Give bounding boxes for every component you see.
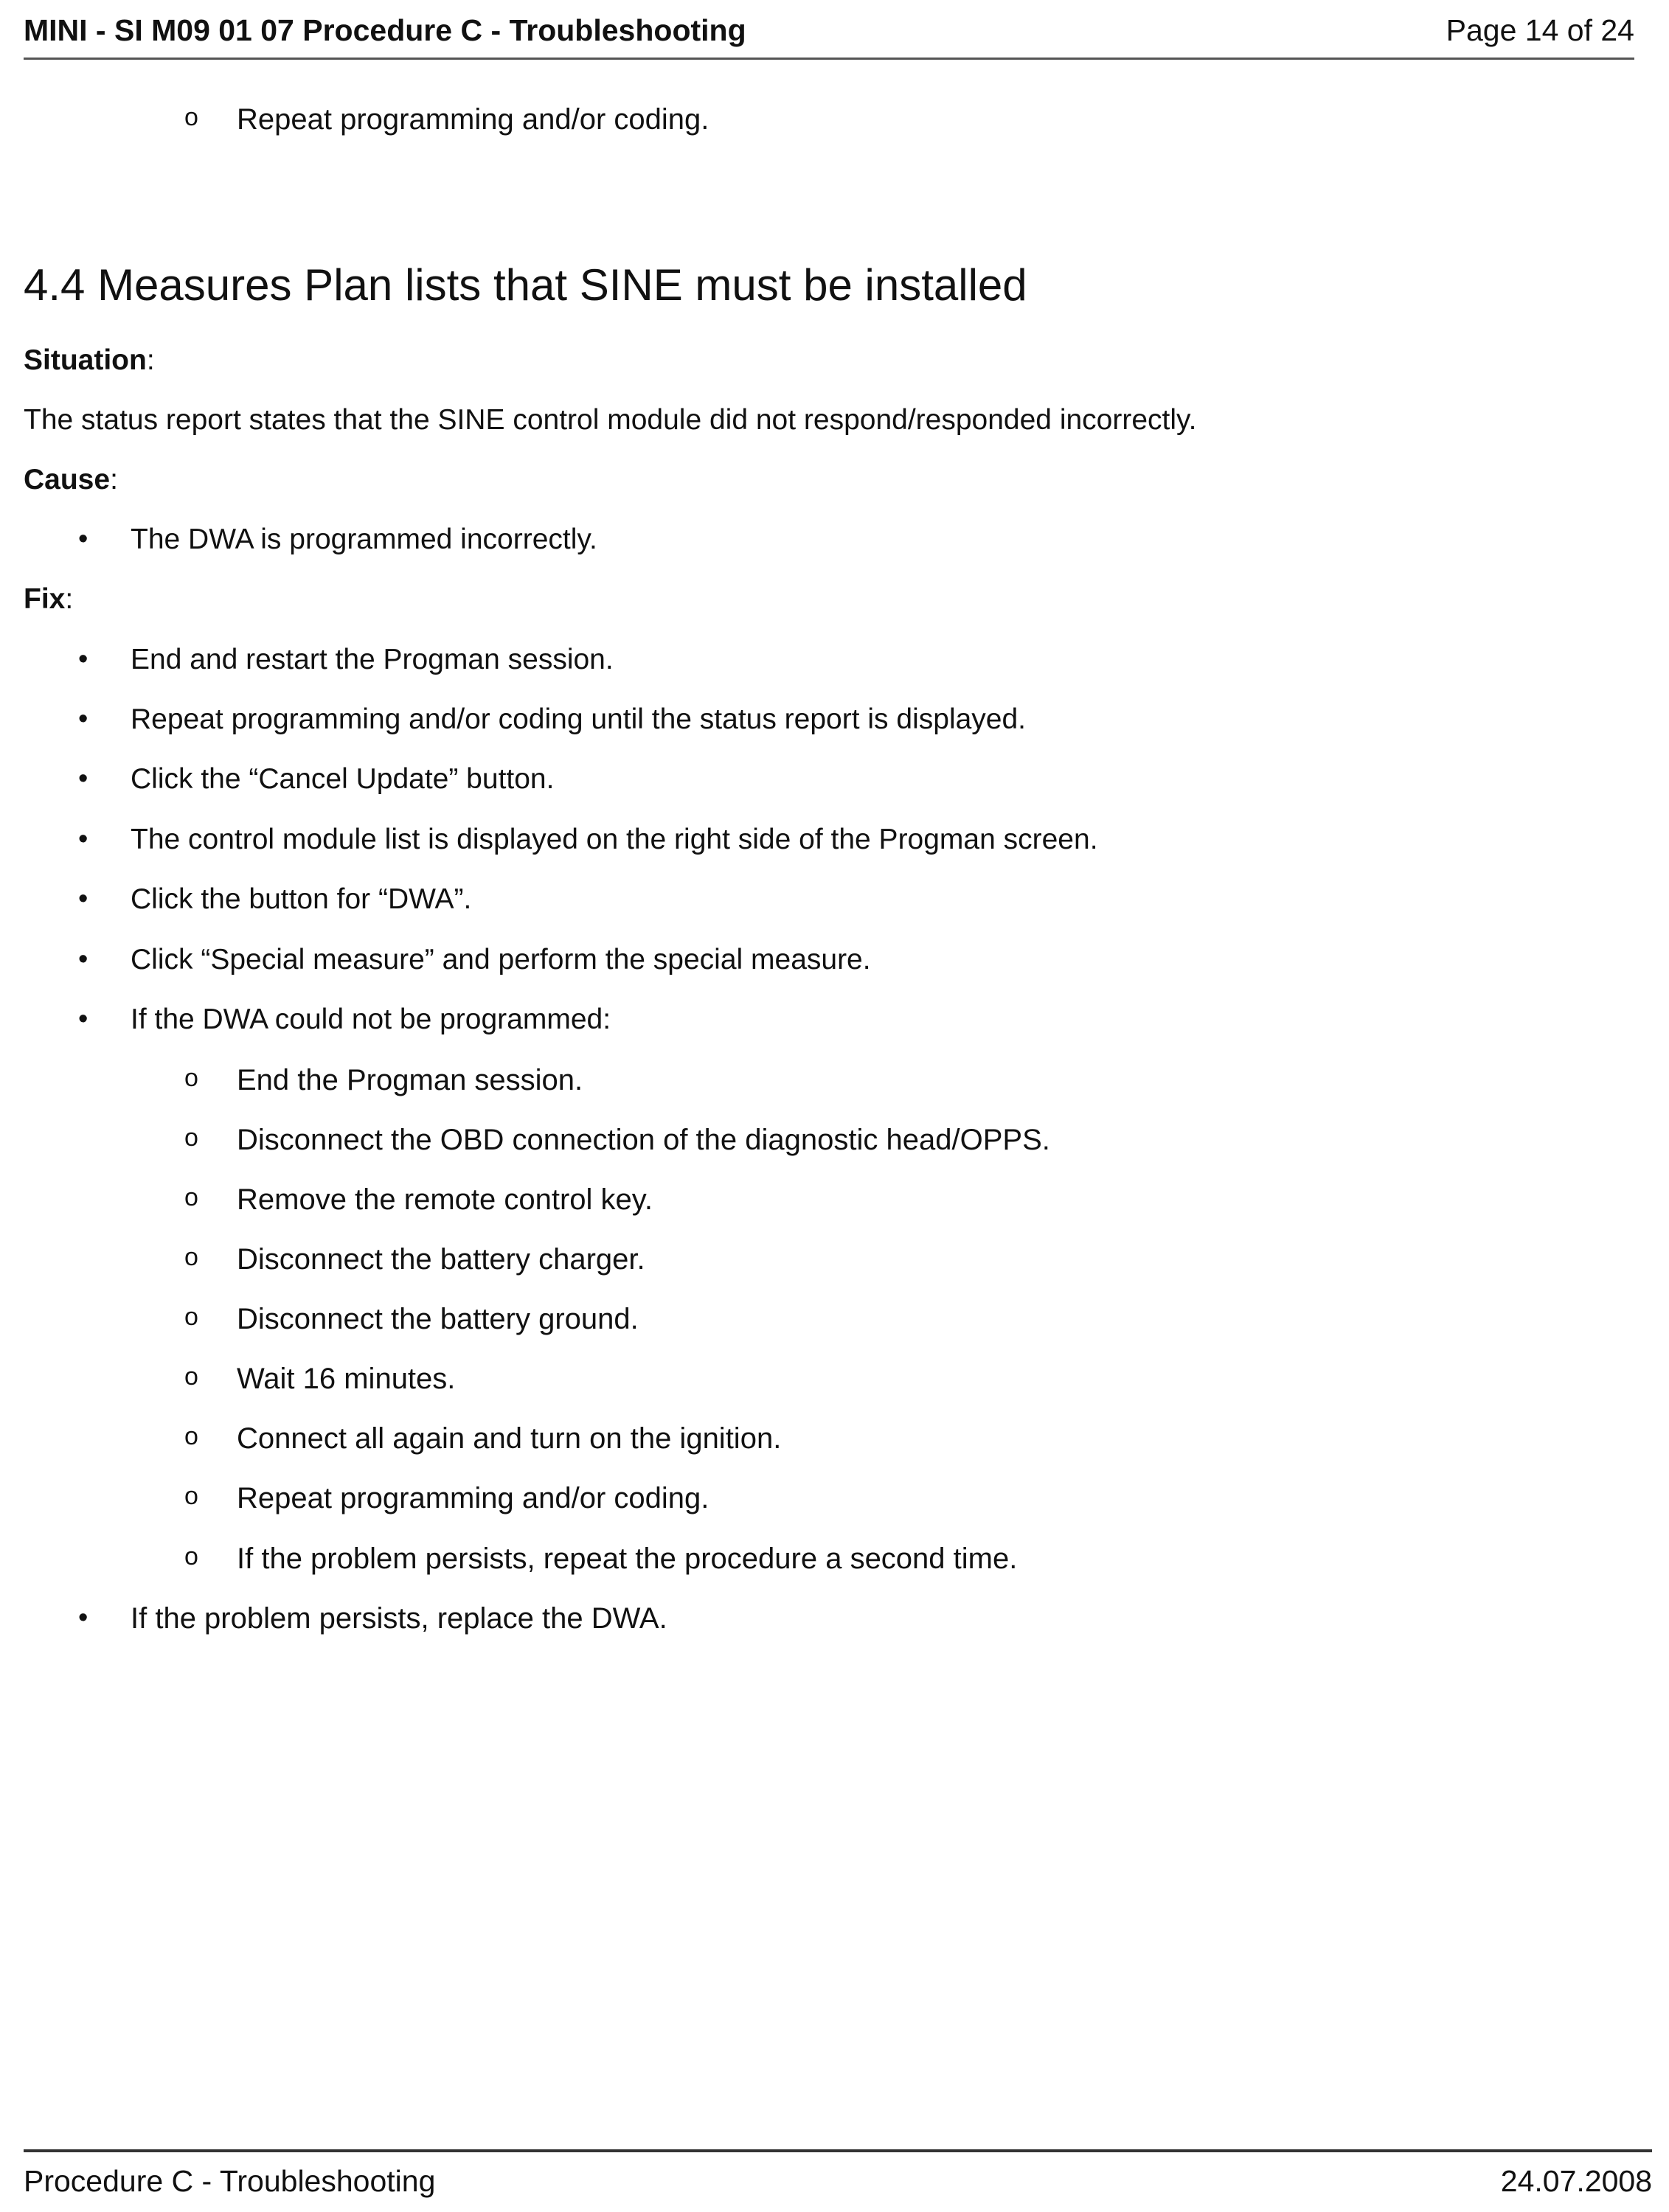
sub-list-item: Disconnect the battery ground. [237, 1303, 639, 1335]
bullet-marker: • [78, 763, 89, 794]
document-title: MINI - SI M09 01 07 Procedure C - Troubleshooting [24, 13, 746, 47]
page-header [24, 13, 1634, 60]
list-item: Click the button for “DWA”. [131, 883, 472, 915]
list-item: Repeat programming and/or coding. [237, 103, 709, 136]
sub-bullet-marker: o [184, 1543, 198, 1571]
footer-section-title: Procedure C - Troubleshooting [24, 2164, 436, 2198]
list-item: Click “Special measure” and perform the special measure. [131, 944, 871, 975]
sub-bullet-marker: o [184, 1363, 198, 1391]
situation-text: The status report states that the SINE control module did not respond/responded incorrectly. [24, 404, 1197, 436]
bullet-marker: • [78, 644, 89, 675]
sub-list-item: If the problem persists, repeat the procedure a second time. [237, 1543, 1018, 1575]
bullet-marker: • [78, 1602, 89, 1633]
situation-label: Situation: [24, 344, 155, 376]
sub-bullet-marker: o [184, 1064, 198, 1092]
bullet-marker: • [78, 824, 89, 855]
bullet-marker: • [78, 703, 89, 734]
bullet-marker: • [78, 1004, 89, 1034]
sub-bullet-marker: o [184, 1183, 198, 1211]
sub-list-item: Repeat programming and/or coding. [237, 1482, 709, 1514]
list-item: The DWA is programmed incorrectly. [131, 524, 597, 555]
sub-bullet-marker: o [184, 1422, 198, 1450]
bullet-marker: • [78, 524, 89, 554]
sub-list-item: Wait 16 minutes. [237, 1363, 456, 1395]
bullet-marker: • [78, 883, 89, 914]
sub-list-item: Disconnect the battery charger. [237, 1243, 645, 1276]
list-item: Repeat programming and/or coding until the status report is displayed. [131, 703, 1027, 735]
sub-bullet-marker: o [184, 1243, 198, 1271]
sub-bullet-marker: o [184, 1303, 198, 1331]
sub-bullet-marker: o [184, 103, 198, 131]
cause-label: Cause: [24, 464, 118, 495]
list-item: If the DWA could not be programmed: [131, 1004, 611, 1035]
sub-list-item: Connect all again and turn on the ignition. [237, 1422, 782, 1455]
list-item: The control module list is displayed on the right side of the Progman screen. [131, 824, 1098, 855]
page-footer [24, 2149, 1652, 2197]
sub-list-item: End the Progman session. [237, 1064, 583, 1096]
list-item: Click the “Cancel Update” button. [131, 763, 555, 795]
sub-bullet-marker: o [184, 1124, 198, 1152]
list-item: End and restart the Progman session. [131, 644, 614, 675]
sub-bullet-marker: o [184, 1482, 198, 1510]
sub-list-item: Remove the remote control key. [237, 1183, 653, 1216]
footer-date: 24.07.2008 [1500, 2164, 1652, 2198]
bullet-marker: • [78, 944, 89, 975]
fix-label: Fix: [24, 583, 74, 615]
list-item: If the problem persists, replace the DWA. [131, 1602, 667, 1635]
section-heading: 4.4 Measures Plan lists that SINE must be installed [24, 260, 1027, 310]
page-number: Page 14 of 24 [1446, 13, 1634, 47]
sub-list-item: Disconnect the OBD connection of the diagnostic head/OPPS. [237, 1124, 1050, 1156]
